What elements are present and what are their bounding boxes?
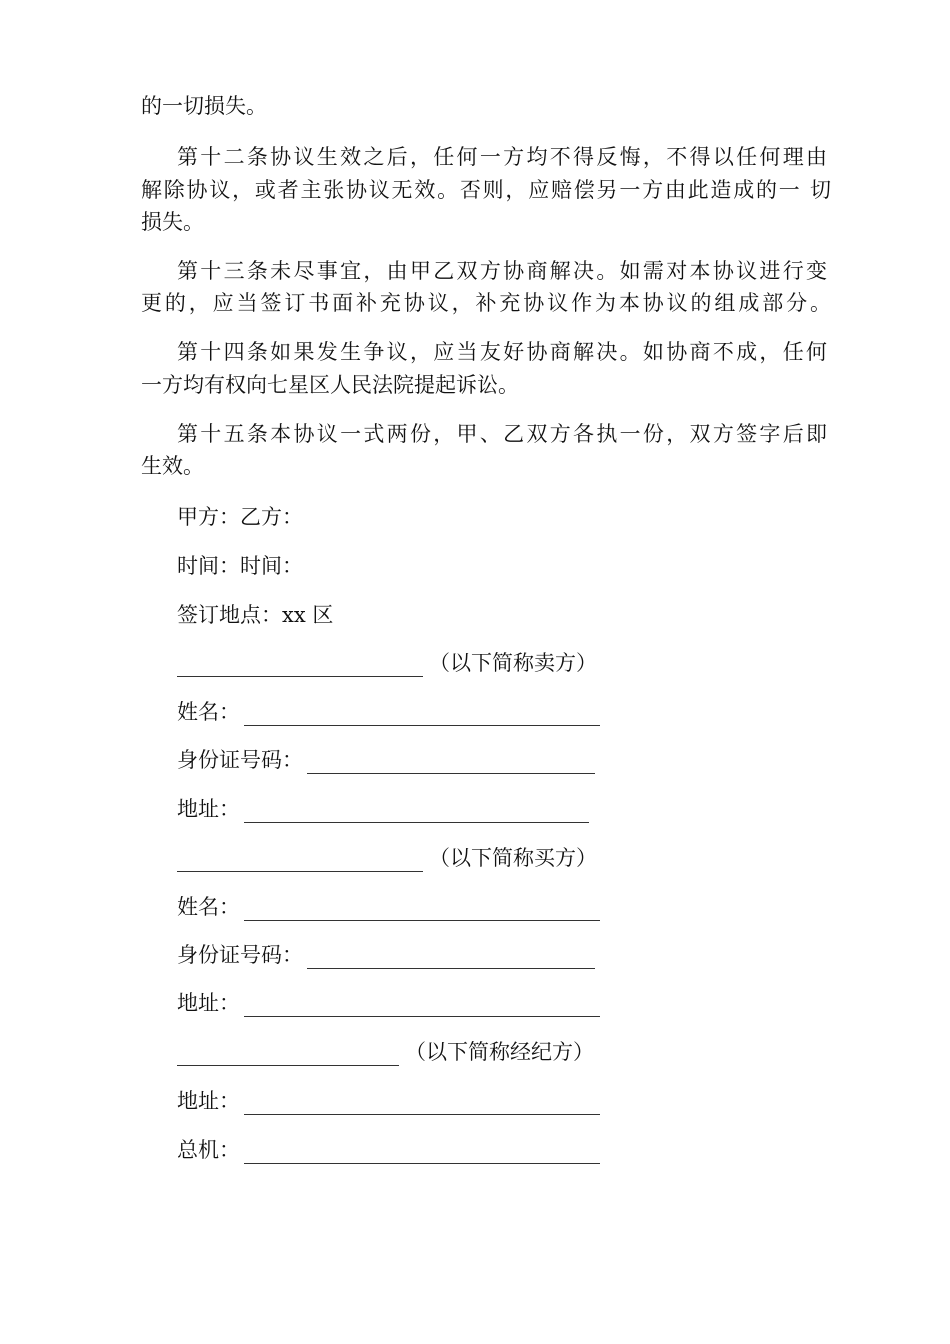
agent-heading: （以下简称经纪方） [405,1040,594,1064]
agent-address-field[interactable] [244,1092,600,1115]
seller-id-row [177,746,827,774]
signature-time: 时间：时间： [177,554,303,578]
seller-address-row [177,795,827,823]
paragraph-line: 的一切损失。 [141,94,267,118]
seller-name-blank[interactable] [177,654,423,677]
agent-phone-label: 总机： [177,1138,240,1162]
buyer-address-row [177,989,827,1017]
clause-13-line: 更的，应当签订书面补充协议，补充协议作为本协议的组成部分。 [141,291,831,315]
buyer-address-field[interactable] [244,994,600,1017]
buyer-id-label: 身份证号码： [177,943,303,967]
seller-heading-row [177,649,827,677]
buyer-name-blank[interactable] [177,849,423,872]
buyer-name-label: 姓名： [177,895,240,919]
seller-address-field[interactable] [244,800,589,823]
clause-12-line: 第十二条协议生效之后，任何一方均不得反悔，不得以任何理由 [177,145,827,169]
agent-address-label: 地址： [177,1089,240,1113]
buyer-heading-row [177,844,827,872]
seller-name-label: 姓名： [177,700,240,724]
agent-phone-field[interactable] [244,1141,600,1164]
seller-heading: （以下简称卖方） [429,651,597,675]
seller-id-label: 身份证号码： [177,748,303,772]
clause-13-line: 第十三条未尽事宜，由甲乙双方协商解决。如需对本协议进行变 [177,259,827,283]
clause-14-line: 一方均有权向七星区人民法院提起诉讼。 [141,373,519,397]
clause-12-line: 损失。 [141,210,204,234]
buyer-id-field[interactable] [307,946,595,969]
buyer-name-row [177,893,827,921]
signature-parties: 甲方：乙方： [177,505,303,529]
buyer-name-field[interactable] [244,898,600,921]
seller-address-label: 地址： [177,797,240,821]
seller-name-row [177,698,827,726]
agent-heading-row [177,1038,827,1066]
buyer-address-label: 地址： [177,991,240,1015]
signature-place: 签订地点：xx 区 [177,603,334,627]
agent-phone-row [177,1136,827,1164]
clause-15-line: 第十五条本协议一式两份，甲、乙双方各执一份，双方签字后即 [177,422,827,446]
clause-15-line: 生效。 [141,454,204,478]
agent-address-row [177,1087,827,1115]
clause-14-line: 第十四条如果发生争议，应当友好协商解决。如协商不成，任何 [177,340,827,364]
buyer-heading: （以下简称买方） [429,846,597,870]
seller-id-field[interactable] [307,751,595,774]
buyer-id-row [177,941,827,969]
agent-name-blank[interactable] [177,1043,399,1066]
clause-12-line: 解除协议，或者主张协议无效。否则，应赔偿另一方由此造成的一 切 [141,178,831,202]
seller-name-field[interactable] [244,703,600,726]
